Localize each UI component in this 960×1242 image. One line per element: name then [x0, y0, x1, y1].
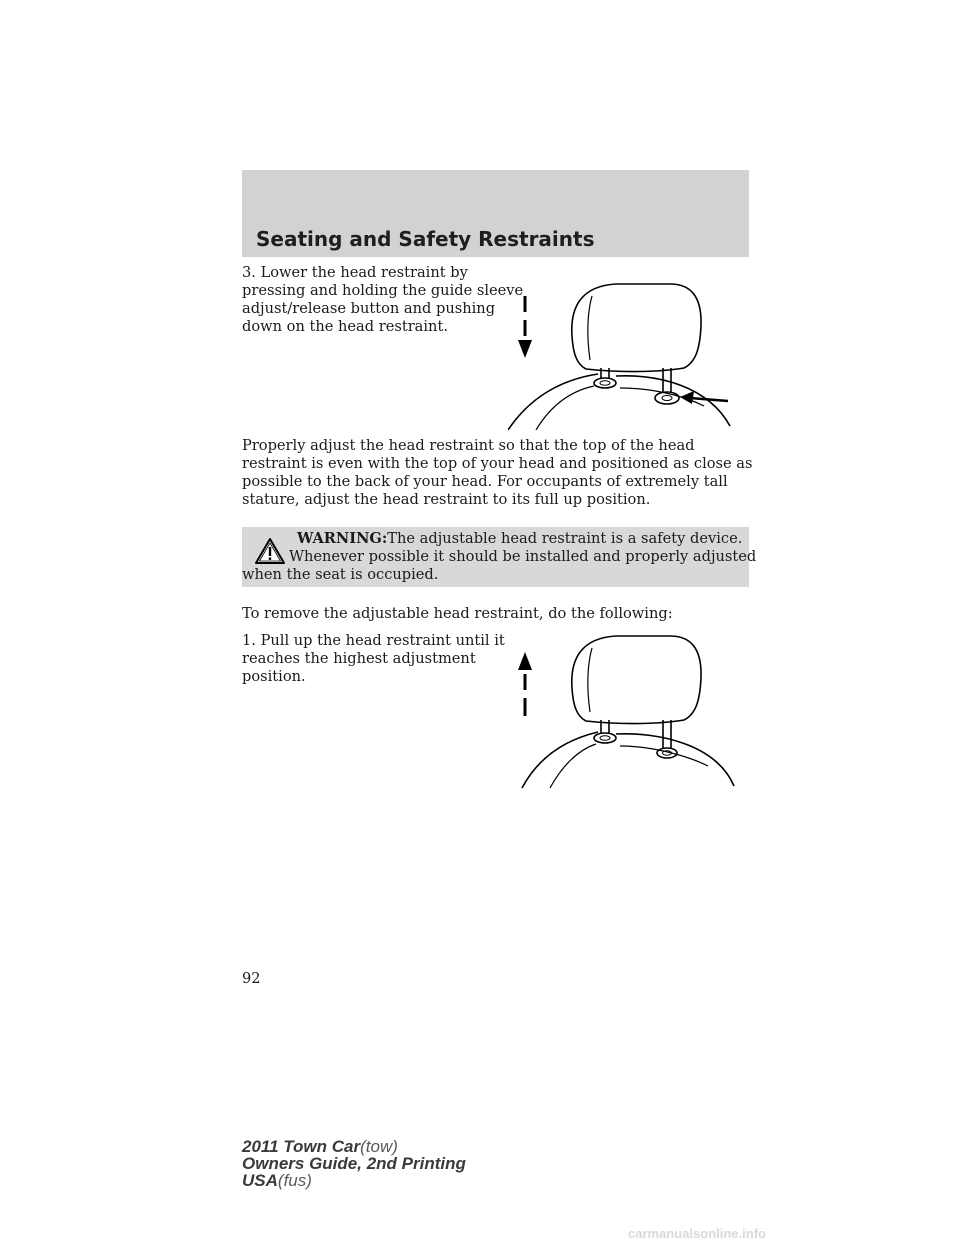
watermark: carmanualsonline.info — [628, 1226, 766, 1241]
arrow-up-icon — [518, 652, 532, 716]
warning-line-2: Whenever possible it should be installed and properly adjusted — [289, 548, 757, 565]
step-3-text: 3. Lower the head restraint by pressing and holding the guide sleeve adjust/release button and pushing down on the head restraint. — [242, 264, 524, 335]
warning-triangle-icon — [254, 537, 286, 565]
warning-box — [242, 527, 757, 587]
footer-model-code: (tow) — [360, 1137, 398, 1156]
remove-intro: To remove the adjustable head restraint, do the following: — [242, 605, 673, 622]
head-restraint-lower-illustration — [508, 276, 744, 430]
adjust-paragraph: Properly adjust the head restraint so that the top of the head restraint is even with the top of your head and positioned as close as possible to the back of your head. For occupants of extremely tall stature, adjust the head restraint to its full up position. — [242, 437, 753, 508]
section-title: Seating and Safety Restraints — [256, 227, 595, 251]
head-restraint-raise-illustration — [508, 632, 744, 790]
footer-market-code: (fus) — [277, 1171, 312, 1190]
footer-guide: Owners Guide, 2nd Printing — [242, 1154, 466, 1173]
warning-label: WARNING: — [297, 530, 388, 547]
warning-line-1: The adjustable head restraint is a safety device. — [387, 530, 743, 547]
step-1-text: 1. Pull up the head restraint until it reaches the highest adjustment position. — [242, 632, 505, 685]
footer-model: 2011 Town Car — [242, 1137, 361, 1156]
arrow-down-icon — [518, 296, 532, 358]
footer — [242, 1138, 466, 1189]
section-header — [242, 170, 749, 257]
warning-line-3: when the seat is occupied. — [242, 566, 439, 583]
page-number: 92 — [242, 970, 261, 987]
footer-market: USA — [242, 1171, 278, 1190]
